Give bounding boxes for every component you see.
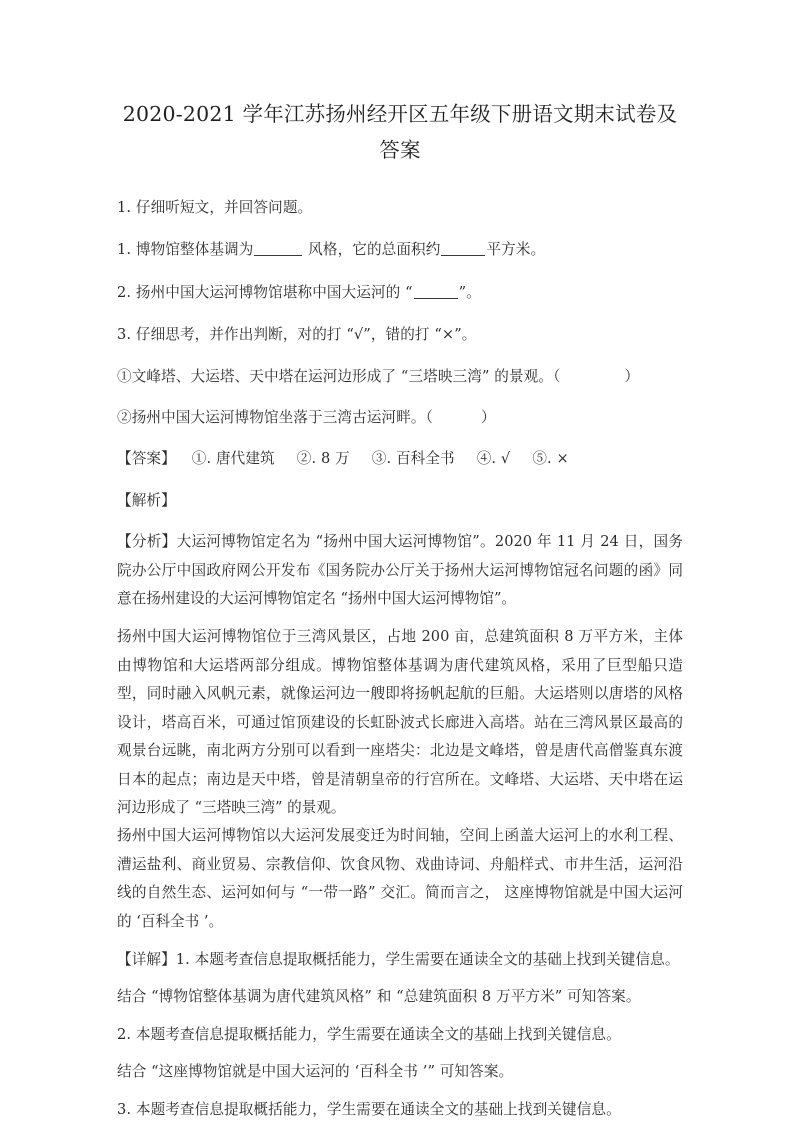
detail-line-1-text: 本题考查信息提取概括能力，学生需要在通读全文的基础上找到关键信息。 <box>194 950 680 968</box>
answer-entry-1 <box>192 445 275 473</box>
question-item-2 <box>117 279 683 307</box>
detail-line-5-text: 本题考查信息提取概括能力，学生需要在通读全文的基础上找到关键信息。 <box>135 1100 621 1118</box>
answer-entry-5-marker: ⑤. <box>532 450 552 468</box>
answer-entry-3-marker: ③. <box>371 450 392 468</box>
explanation-heading: 【解析】 <box>117 491 176 509</box>
detail-line-4 <box>117 1058 683 1086</box>
question-item-2-text-a: 扬州中国大运河博物馆堪称中国大运河的 “ <box>135 283 413 301</box>
question-item-1-text-a: 博物馆整体基调为 <box>135 241 254 259</box>
document-content <box>117 96 683 1124</box>
explanation-paragraph-2: 扬州中国大运河博物馆以大运河发展变迁为时间轴，空间上函盖大运河上的水利工程、漕运盐利、商业贸易、宗教信仰、饮食风物、戏曲诗词、舟船样式、市井生活，运河沿线的自然生态、运河如何与 “一带一路” 交汇。简而言之， 这座博物馆就是中国大运河的 ‘百科全书 ’。 <box>117 827 683 930</box>
judgment-item-2-close: ） <box>480 409 496 427</box>
answer-blank-2[interactable] <box>441 242 485 257</box>
answer-blank-1[interactable] <box>254 242 302 257</box>
answer-label: 【答案】 <box>117 450 176 468</box>
question-item-3-text: 仔细思考，并作出判断，对的打 “√”，错的打 “×”。 <box>135 326 477 344</box>
detail-line-2-text: 结合 “博物馆整体基调为唐代建筑风格” 和 “总建筑面积 8 万平方米” 可知答案。 <box>117 988 641 1006</box>
answer-entry-2-value: 8 万 <box>320 450 350 468</box>
analysis-paragraph <box>117 528 683 613</box>
judgment-item-1-text: 文峰塔、大运塔、天中塔在运河边形成了 “三塔映三湾” 的景观。（ <box>131 367 561 385</box>
answer-entry-4-value: √ <box>500 450 511 468</box>
detail-line-4-text: 结合 “这座博物馆就是中国大运河的 ‘百科全书 ’” 可知答案。 <box>117 1063 514 1081</box>
answer-blank-3[interactable] <box>414 284 458 299</box>
question-item-1-number: 1. <box>117 241 132 259</box>
analysis-text: 大运河博物馆定名为 “扬州中国大运河博物馆”。2020 年 11 月 24 日，国务院办公厅中国政府网公开发布《国务院办公厅关于扬州大运河博物馆冠名问题的函》同意在扬州建设的大运河博物馆定名 “扬州中国大运河博物馆”。 <box>117 533 683 608</box>
answer-entry-3 <box>372 445 455 473</box>
judgment-item-1-marker: ① <box>117 367 132 385</box>
judgment-item-2-text: 扬州中国大运河博物馆坐落于三湾古运河畔。（ <box>131 409 433 427</box>
answer-entry-4 <box>477 445 511 473</box>
detail-line-5-number: 3. <box>117 1100 132 1118</box>
judgment-item-2-marker: ② <box>117 409 132 427</box>
question-item-2-number: 2. <box>117 283 132 301</box>
question-section <box>117 194 683 432</box>
question-item-1-text-c: 平方米。 <box>486 241 546 259</box>
answer-entry-1-marker: ①. <box>191 450 212 468</box>
detail-line-3-text: 本题考查信息提取概括能力，学生需要在通读全文的基础上找到关键信息。 <box>135 1025 621 1043</box>
answer-line <box>117 445 683 473</box>
detail-label: 【详解】 <box>117 950 176 968</box>
question-item-1 <box>117 236 683 264</box>
analysis-label: 【分析】 <box>117 533 177 551</box>
page-title: 2020-2021 学年江苏扬州经开区五年级下册语文期末试卷及答案 <box>122 102 678 162</box>
answer-entry-2-marker: ②. <box>296 450 317 468</box>
answer-section <box>117 445 683 515</box>
question-item-1-text-b: 风格，它的总面积约 <box>303 241 441 259</box>
detail-line-2 <box>117 983 683 1011</box>
answer-entry-5 <box>532 445 569 473</box>
detail-line-3-number: 2. <box>117 1025 132 1043</box>
detail-line-1-number: 1. <box>175 950 190 968</box>
question-item-3-number: 3. <box>117 326 132 344</box>
question-item-2-text-b: ”。 <box>458 283 481 301</box>
question-intro-number: 1. <box>117 199 132 216</box>
answer-entry-2 <box>297 445 350 473</box>
detail-line-1 <box>117 946 683 974</box>
judgment-item-1 <box>117 363 683 391</box>
question-intro <box>117 194 683 222</box>
detail-line-5 <box>117 1096 683 1124</box>
judgment-item-2 <box>117 404 683 432</box>
detail-line-3 <box>117 1021 683 1049</box>
answer-entry-3-value: 百科全书 <box>395 450 455 468</box>
question-intro-text: 仔细听短文，并回答问题。 <box>135 199 313 216</box>
answer-entry-4-marker: ④. <box>476 450 497 468</box>
answer-entry-1-value: 唐代建筑 <box>215 450 275 468</box>
answer-entry-5-value: × <box>556 450 569 468</box>
judgment-item-1-close: ） <box>624 367 640 385</box>
explanation-paragraph-1: 扬州中国大运河博物馆位于三湾风景区，占地 200 亩，总建筑面积 8 万平方米，主体由博物馆和大运塔两部分组成。博物馆整体基调为唐代建筑风格，采用了巨型船只造型，同时融入风帆元素，就像运河边一艘即将扬帆起航的巨船。大运塔则以唐塔的风格设计，塔高百米，可通过馆顶建设的长虹卧波式长廊进入高塔。站在三湾风景区最高的观景台远眺，南北两方分别可以看到一座塔尖：北边是文峰塔，曾是唐代高僧鉴真东渡日本的起点；南边是天中塔，曾是清朝皇帝的行宫所在。文峰塔、大运塔、天中塔在运河边形成了 “三塔映三湾” 的景观。 <box>117 628 683 816</box>
explanation-section <box>117 528 683 1124</box>
question-item-3 <box>117 321 683 349</box>
